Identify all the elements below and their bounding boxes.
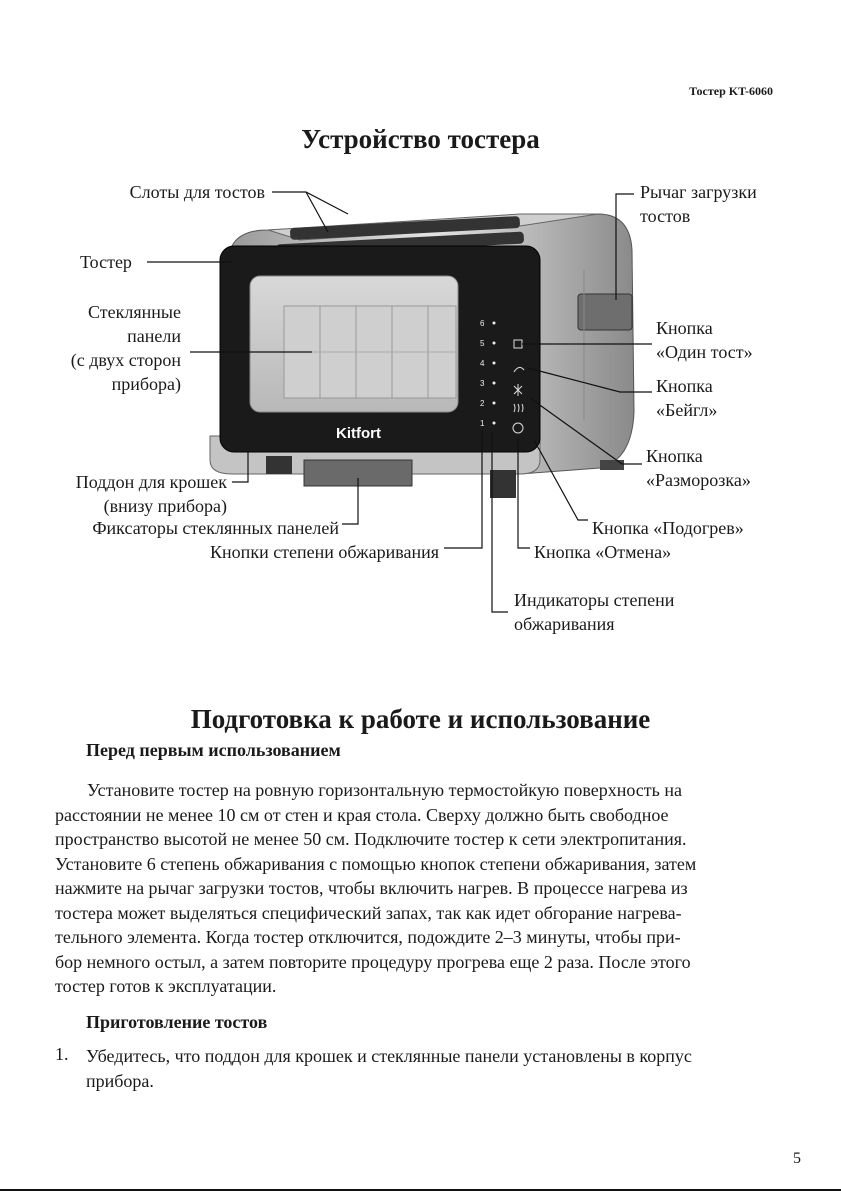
paragraph-first-use — [55, 778, 773, 999]
label-lever-1: Рычаг загрузки — [640, 182, 757, 202]
brand-logo: Kitfort — [336, 425, 381, 442]
document-header: Тостер KT-6060 — [689, 84, 773, 98]
diagram-title: Устройство тостера — [301, 124, 540, 154]
label-one-toast-1: Кнопка — [656, 318, 713, 338]
foot-back — [600, 460, 624, 470]
label-glass-1: Стеклянные — [88, 302, 181, 322]
level-dot — [493, 342, 496, 345]
level-number: 5 — [480, 339, 485, 348]
label-reheat: Кнопка «Подогрев» — [592, 518, 744, 538]
list-item-line: Убедитесь, что поддон для крошек и стеклянные панели установлены в корпус — [86, 1046, 692, 1066]
list-item — [86, 1044, 774, 1093]
paragraph-line: Установите 6 степень обжаривания с помощью кнопок степени обжаривания, затем — [55, 853, 697, 874]
label-defrost-1: Кнопка — [646, 446, 703, 466]
level-dot — [493, 422, 496, 425]
paragraph-line: тельного элемента. Когда тостер отключится, подождите 2–3 минуты, чтобы при- — [55, 927, 681, 947]
paragraph-line: тостера может выделяться специфический запах, так как идет обгорание нагрева- — [55, 902, 682, 923]
paragraph-line: пространство высотой не менее 50 см. Подключите тостер к сети электропитания. — [55, 829, 687, 849]
label-level-buttons: Кнопки степени обжаривания — [210, 542, 439, 562]
label-tray-1: Поддон для крошек — [75, 472, 227, 492]
level-number: 3 — [480, 379, 485, 388]
label-glass-2: панели — [127, 326, 181, 346]
label-bagel-1: Кнопка — [656, 376, 713, 396]
label-latches: Фиксаторы стеклянных панелей — [92, 518, 339, 538]
bottom-rule — [0, 1189, 841, 1191]
label-cancel: Кнопка «Отмена» — [534, 542, 672, 562]
label-one-toast-2: «Один тост» — [656, 342, 753, 362]
subheading-first-use: Перед первым использованием — [86, 740, 341, 760]
paragraph-line: нажмите на рычаг загрузки тостов, чтобы включить нагрев. В процессе нагрева из — [55, 878, 688, 898]
label-lever-2: тостов — [640, 206, 691, 226]
level-number: 6 — [480, 319, 485, 328]
paragraph-line: бор немного остыл, а затем повторите процедуру прогрева еще 2 раза. После этого — [55, 951, 691, 972]
level-number: 1 — [480, 419, 485, 428]
list-item-line: прибора. — [86, 1070, 154, 1091]
label-defrost-2: «Разморозка» — [646, 470, 751, 490]
level-number: 2 — [480, 399, 485, 408]
foot-right — [490, 470, 516, 498]
label-glass-4: прибора) — [111, 374, 181, 394]
lever-icon — [578, 294, 632, 330]
foot-left — [266, 456, 292, 474]
paragraph-line: тостер готов к эксплуатации. — [55, 976, 277, 996]
level-dot — [493, 382, 496, 385]
list-number: 1. — [55, 1044, 69, 1064]
label-glass-3: (с двух сторон — [70, 350, 181, 370]
label-bagel-2: «Бейгл» — [656, 400, 718, 420]
subheading-making-toast: Приготовление тостов — [86, 1012, 268, 1032]
label-indicators-2: обжаривания — [514, 614, 615, 634]
page-number: 5 — [793, 1150, 801, 1167]
level-dot — [493, 322, 496, 325]
section-title: Подготовка к работе и использование — [190, 704, 651, 734]
label-indicators-1: Индикаторы степени — [514, 590, 675, 610]
paragraph-line: Установите тостер на ровную горизонтальную термостойкую поверхность на — [87, 780, 682, 800]
level-dot — [493, 402, 496, 405]
label-slots: Слоты для тостов — [129, 182, 265, 202]
label-toaster: Тостер — [80, 252, 132, 272]
level-dot — [493, 362, 496, 365]
label-tray-2: (внизу прибора) — [103, 496, 227, 516]
paragraph-line: расстоянии не менее 10 см от стен и края стола. Сверху должно быть свободное — [55, 804, 669, 825]
level-number: 4 — [480, 359, 485, 368]
